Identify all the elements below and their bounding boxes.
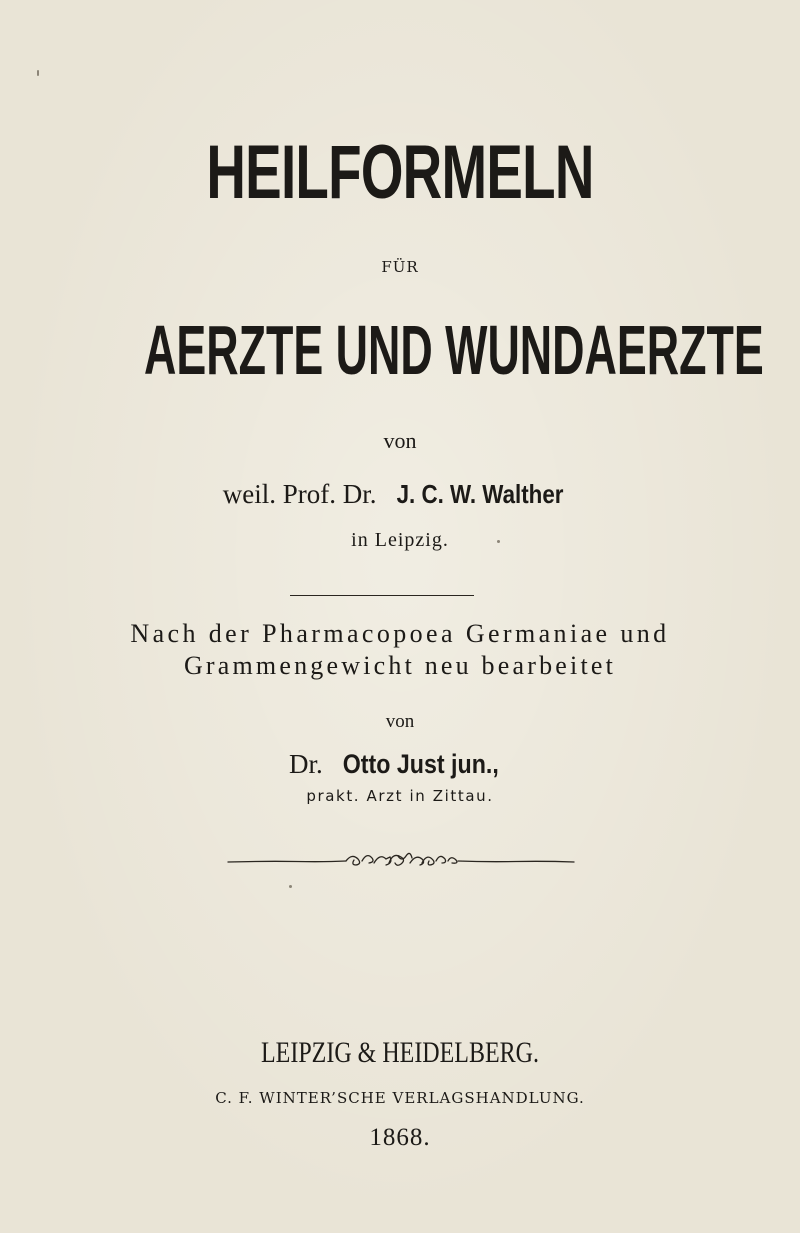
author-prefix: weil. Prof. Dr.: [222, 479, 377, 509]
publisher-name: C. F. WINTER’SCHE VERLAGSHANDLUNG.: [215, 1089, 585, 1107]
editor-place: prakt. Arzt in Zittau.: [306, 787, 494, 805]
book-title: HEILFORMELN: [206, 130, 594, 215]
editor-line: [0, 749, 800, 780]
ornament-flourish-icon: [226, 849, 576, 871]
imprint-city: LEIPZIG & HEIDELBERG.: [261, 1036, 539, 1069]
author-place: in Leipzig.: [351, 529, 449, 551]
author-line: [0, 479, 800, 510]
edited-by-label: von: [385, 711, 415, 732]
paper-speck: [37, 70, 39, 76]
editor-prefix: Dr.: [289, 749, 323, 779]
book-subtitle: AERZTE UND WUNDAERZTE: [144, 311, 764, 389]
for-label: FÜR: [381, 258, 419, 276]
paper-speck: [289, 885, 292, 888]
publication-year: 1868.: [369, 1124, 431, 1151]
edition-note-line-2: Grammengewicht neu bearbeitet: [183, 651, 617, 680]
by-label: von: [383, 428, 417, 453]
author-name: J. C. W. Walther: [396, 479, 564, 509]
paper-speck: [497, 540, 500, 543]
divider-rule: [290, 595, 474, 596]
edition-note-line-1: Nach der Pharmacopoea Germaniae und: [130, 619, 670, 648]
editor-name: Otto Just jun.,: [342, 749, 499, 779]
